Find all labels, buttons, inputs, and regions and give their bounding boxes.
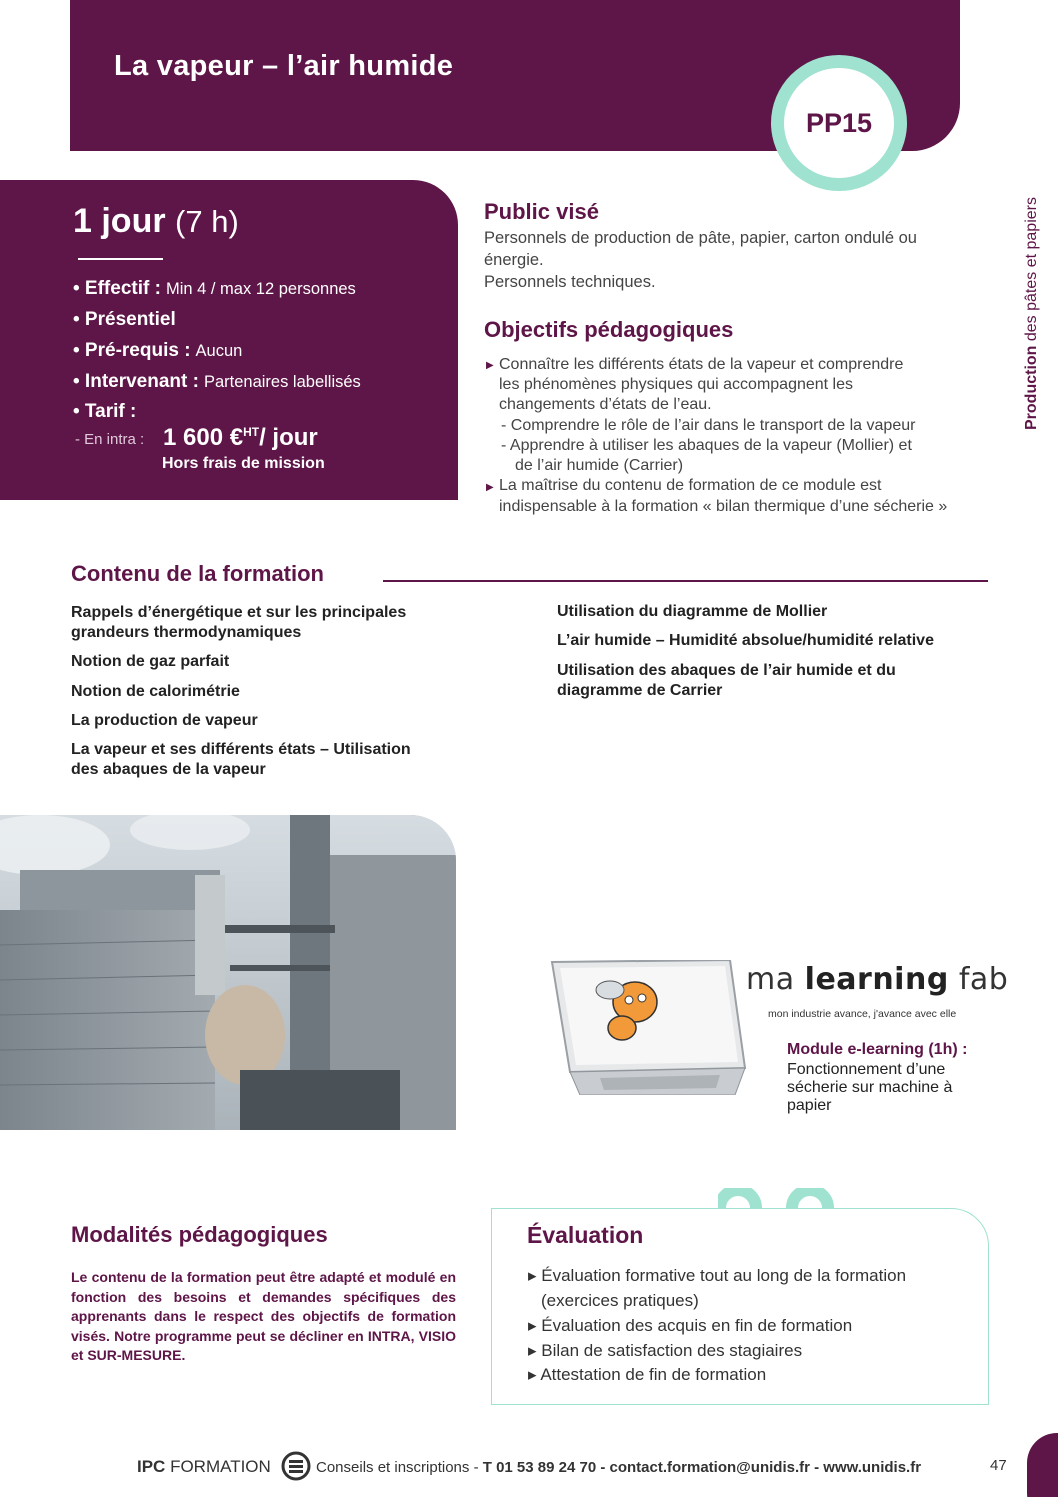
objectif-sub-line: de l’air humide (Carrier) xyxy=(515,457,684,474)
contenu-item: diagramme de Carrier xyxy=(557,682,723,699)
contenu-item: des abaques de la vapeur xyxy=(71,761,266,778)
course-info-box xyxy=(0,180,458,500)
contenu-item: La production de vapeur xyxy=(71,712,258,729)
page-tab xyxy=(1027,1433,1058,1497)
footer-brand: IPC FORMATION xyxy=(137,1457,271,1476)
modalites-title: Modalités pédagogiques xyxy=(71,1222,328,1247)
objectif-line: changements d’états de l’eau. xyxy=(499,396,712,413)
objectif-line: Connaître les différents états de la vapeur et comprendre xyxy=(499,356,904,373)
info-item-intervenant: • Intervenant : Partenaires labellisés xyxy=(73,371,361,392)
info-item-tarif: • Tarif : xyxy=(73,401,137,422)
objectifs-title: Objectifs pédagogiques xyxy=(484,317,734,342)
intra-label: - En intra : xyxy=(75,431,145,448)
info-item-effectif: • Effectif : Min 4 / max 12 personnes xyxy=(73,278,356,299)
duration-hours: (7 h) xyxy=(175,204,239,239)
contenu-item: Utilisation du diagramme de Mollier xyxy=(557,603,828,620)
section-side-label xyxy=(1023,140,1041,430)
malearningfab-logo: ma learning fab xyxy=(746,962,1009,997)
page-title: La vapeur – l’air humide xyxy=(114,50,454,82)
elearning-title: Module e-learning (1h) : xyxy=(787,1041,968,1058)
contenu-item: Rappels d’énergétique et sur les principales xyxy=(71,604,407,621)
contenu-item: grandeurs thermodynamiques xyxy=(71,624,302,641)
info-item-presentiel: • Présentiel xyxy=(73,309,176,330)
objectif-line: les phénomènes physiques qui accompagnent les xyxy=(499,376,854,393)
bullet-triangle-icon: ▶ xyxy=(486,360,494,371)
side-label-rest: des pâtes et papiers xyxy=(1023,197,1040,346)
objectif-line: La maîtrise du contenu de formation de ce module est xyxy=(499,477,882,494)
modalites-text: Le contenu de la formation peut être adapté et modulé en fonction des besoins et demandes spécifiques des apprenants dans le respect des objectifs de formation visés. Notre programme peut se décliner en INTRA, VISIO et SUR-MESURE. xyxy=(71,1269,456,1363)
evaluation-item: ▸ Attestation de fin de formation xyxy=(528,1365,767,1384)
contenu-item: Utilisation des abaques de l’air humide et du xyxy=(557,662,896,679)
contenu-item: Notion de gaz parfait xyxy=(71,653,230,670)
page-number: 47 xyxy=(990,1457,1007,1474)
industrial-plant-photo xyxy=(0,815,456,1130)
objectif-line: indispensable à la formation « bilan thermique d’une sécherie » xyxy=(499,498,948,515)
contenu-item: La vapeur et ses différents états – Utilisation xyxy=(71,741,411,758)
evaluation-item: ▸ Évaluation des acquis en fin de formation xyxy=(528,1316,853,1335)
duration-days: 1 jour xyxy=(73,202,166,240)
footer xyxy=(0,1450,1058,1497)
objectif-sub-line: - Apprendre à utiliser les abaques de la vapeur (Mollier) et xyxy=(501,437,912,454)
contenu-item: L’air humide – Humidité absolue/humidité relative xyxy=(557,632,934,649)
course-code-badge: PP15 xyxy=(784,68,894,178)
objectif-sub-line: - Comprendre le rôle de l’air dans le transport de la vapeur xyxy=(501,417,916,434)
duration-underline xyxy=(78,258,163,260)
public-line: Personnels de production de pâte, papier, carton ondulé ou xyxy=(484,229,917,247)
contenu-rule xyxy=(383,580,988,582)
price-note: Hors frais de mission xyxy=(162,455,325,472)
info-item-prerequis: • Pré-requis : Aucun xyxy=(73,340,243,361)
elearning-desc: Fonctionnement d’une sécherie sur machine à papier xyxy=(787,1061,953,1114)
price: 1 600 €$^{HT}$/ jour xyxy=(163,424,318,451)
duration xyxy=(73,202,239,241)
contenu-title: Contenu de la formation xyxy=(71,561,324,586)
evaluation-item: ▸ Évaluation formative tout au long de la formation xyxy=(528,1266,907,1285)
footer-contact: Conseils et inscriptions - T 01 53 89 24 70 - contact.formation@unidis.fr - www.unidis.fr xyxy=(316,1459,922,1476)
public-line: Personnels techniques. xyxy=(484,273,656,291)
malearningfab-tagline: mon industrie avance, j'avance avec elle xyxy=(768,1008,957,1020)
side-label-bold: Production xyxy=(1023,345,1040,430)
public-title: Public visé xyxy=(484,199,599,224)
evaluation-item: ▸ Bilan de satisfaction des stagiaires xyxy=(528,1341,803,1360)
contenu-item: Notion de calorimétrie xyxy=(71,683,240,700)
evaluation-title: Évaluation xyxy=(527,1222,644,1248)
contact-logo-icon xyxy=(280,1450,312,1482)
public-line: énergie. xyxy=(484,251,544,269)
evaluation-item: (exercices pratiques) xyxy=(541,1291,699,1310)
bullet-triangle-icon: ▶ xyxy=(486,482,494,493)
